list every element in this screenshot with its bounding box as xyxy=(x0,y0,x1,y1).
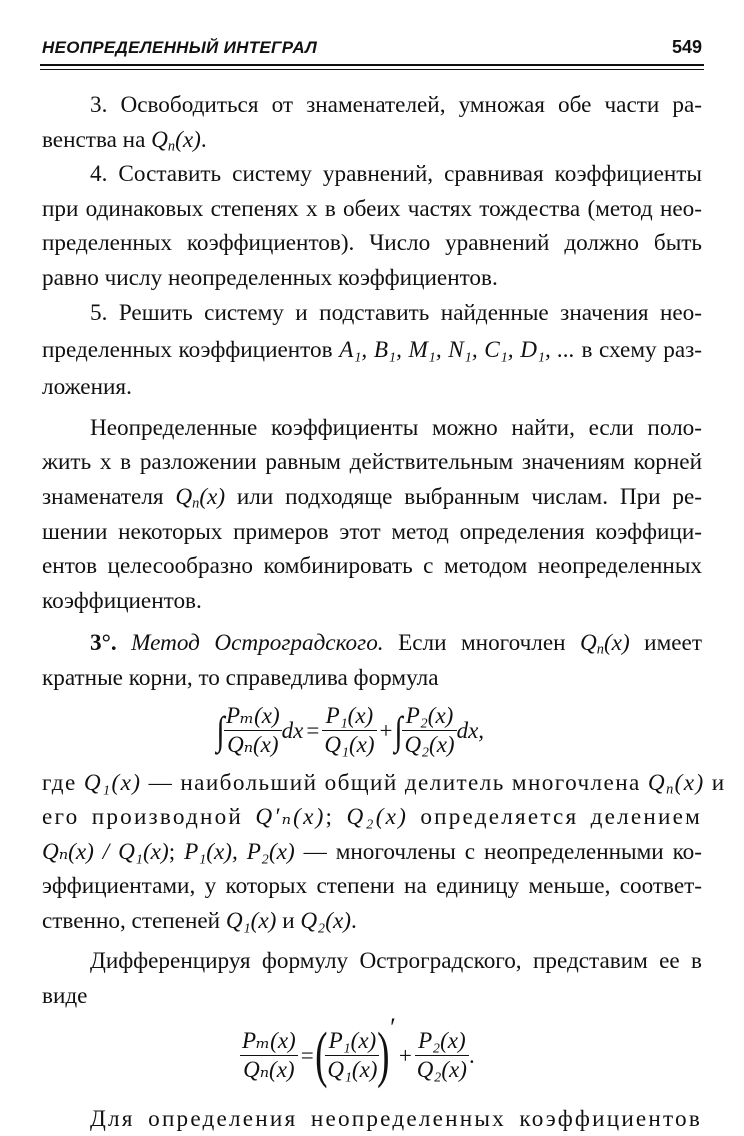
math-Qn: $Q_n(x)$ xyxy=(580,630,630,658)
text-line: ложения. xyxy=(42,374,132,401)
text-line: при одинаковых степенях x в обеих частях тождества (метод нео- xyxy=(42,195,702,222)
fraction: $\frac{\text{P₁(x)}}{\text{Q₁(x)}}$ xyxy=(324,703,375,757)
page-number: 549 xyxy=(671,37,702,57)
differentiated-formula: $\frac{\text{Pₘ(x)}}{\text{Qₙ(x)}}$ = ( $\frac{\text{P₁(x)}}{\text{Q₁(x)}}$ ) ′ + $\frac{\text{P₂(x)}}{\text{Q₂(x)}}$ . xyxy=(242,1012,475,1090)
header-rule-thick xyxy=(40,64,704,66)
integral-sign: ∫ xyxy=(394,708,404,753)
math-Qn: $Q_n(x)$ xyxy=(151,126,201,155)
text-line: знаменателя $Q_n(x)$ или подходяще выбранным числам. При ре- xyxy=(42,483,702,512)
text-line: равно числу неопределенных коэффициентов. xyxy=(42,264,498,291)
fraction: $\frac{\text{Pₘ(x)}}{\text{Qₙ(x)}}$ xyxy=(225,703,280,757)
fraction: $\frac{\text{P₁(x)}}{\text{Q₁(x)}}$ xyxy=(327,1028,378,1083)
running-header xyxy=(40,36,704,62)
text-line: 3. Освободиться от знаменателей, умножая обе части ра- xyxy=(90,92,702,118)
text-line: кратные корни, то справедлива формула xyxy=(42,664,439,691)
section-number: 3°. xyxy=(90,630,117,657)
section-title: Метод Остроградского. xyxy=(131,630,384,657)
math-coefficients: A₁, B₁, M₁, N₁, C₁, D₁, ... xyxy=(339,337,575,364)
math-Qn: $Q_n(x)$ xyxy=(647,769,705,798)
text-line: венства на $Q_n(x)$. xyxy=(42,126,207,155)
fraction: $\frac{\text{P₂(x)}}{\text{Q₂(x)}}$ xyxy=(404,703,455,757)
text-line: 5. Решить систему и подставить найденные значения нео- xyxy=(90,299,702,326)
text-line: Дифференцируя формулу Остроградского, представим ее в xyxy=(90,948,702,975)
text-line: ственно, степеней Q₁(x) и Q₂(x). xyxy=(42,907,357,934)
text-line: Для определения неопределенных коэффициентов xyxy=(90,1105,702,1132)
text-line: пределенных коэффициентов A₁, B₁, M₁, N₁, C₁, D₁, ... в схему раз- xyxy=(42,337,702,364)
ostrogradsky-formula: ∫ $\frac{\text{Pₘ(x)}}{\text{Qₙ(x)}}$ dx = $\frac{\text{P₁(x)}}{\text{Q₁(x)}}$ + ∫ $\frac{\text{P₂(x)}}{\text{Q₂(x)}}$ dx, xyxy=(216,703,485,757)
math-Qn: $Q_n(x)$ xyxy=(175,483,226,512)
text-line: 4. Составить систему уравнений, сравнивая коэффициенты xyxy=(90,161,702,188)
page-body xyxy=(42,88,726,1136)
text-line: виде xyxy=(42,983,88,1010)
text-line: эффициентами, у которых степени на единицу меньше, соответ- xyxy=(42,873,702,900)
text-line: пределенных коэффициентов). Число уравнений должно быть xyxy=(42,230,702,257)
text-line: Неопределенные коэффициенты можно найти, если поло- xyxy=(90,414,702,441)
text-line: шении некоторых примеров этот метод определения коэффици- xyxy=(42,518,702,545)
text-line: его производной Q′ₙ(x); Q₂(x) определяется делением xyxy=(42,804,702,831)
fraction: $\frac{\text{Pₘ(x)}}{\text{Qₙ(x)}}$ xyxy=(242,1028,296,1083)
integral-sign: ∫ xyxy=(216,708,225,753)
text-line: 3°. Метод Остроградского. Если многочлен $Q_n(x)$ имеет xyxy=(90,630,702,658)
text-line: коэффициентов. xyxy=(42,587,202,614)
text-line: ентов целесообразно комбинировать с методом неопределенных xyxy=(42,553,702,580)
fraction: $\frac{\text{P₂(x)}}{\text{Q₂(x)}}$ xyxy=(416,1028,467,1083)
header-rule-thin xyxy=(40,69,704,70)
text-line: где Q₁(x) — наибольший общий делитель многочлена $Q_n(x)$ и xyxy=(42,769,726,798)
text-line: жить x в разложении равным действительным значениям корней xyxy=(42,449,702,476)
text-line: Qₙ(x) / Q₁(x); P₁(x), P₂(x) — многочлены с неопределенными ко- xyxy=(42,838,702,865)
running-title: НЕОПРЕДЕЛЕННЫЙ ИНТЕГРАЛ xyxy=(42,38,318,57)
